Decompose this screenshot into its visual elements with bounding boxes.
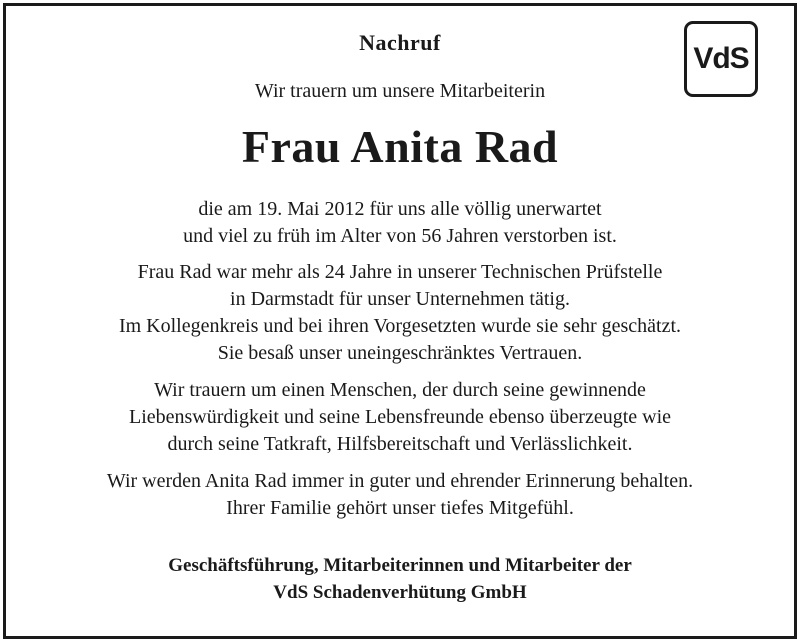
paragraph-2-line-1: Frau Rad war mehr als 24 Jahre in unserer Technischen Prüfstelle [137, 261, 663, 283]
paragraph-3-line-3: durch seine Tatkraft, Hilfsbereitschaft und Verlässlichkeit. [167, 433, 633, 455]
paragraph-1-line-2: und viel zu früh im Alter von 56 Jahren verstorben ist. [183, 225, 617, 247]
intro-line: Wir trauern um unsere Mitarbeiterin [254, 80, 546, 102]
paragraph-2-line-2: in Darmstadt für unser Unternehmen tätig. [230, 288, 570, 310]
vds-logo: VdS [684, 21, 758, 97]
paragraph-4-line-1: Wir werden Anita Rad immer in guter und ehrender Erinnerung behalten. [106, 470, 694, 492]
paragraph-1-line-1: die am 19. Mai 2012 für uns alle völlig unerwartet [198, 198, 602, 220]
heading: Nachruf [359, 30, 441, 55]
signature-line-2: VdS Schadenverhütung GmbH [273, 582, 527, 603]
paragraph-3-line-2: Liebenswürdigkeit und seine Lebensfreunde ebenso überzeugte wie [128, 406, 672, 428]
paragraph-2-line-4: Sie besaß unser uneingeschränktes Vertrauen. [217, 342, 583, 364]
paragraph-2-line-3: Im Kollegenkreis und bei ihren Vorgesetzten wurde sie sehr geschätzt. [118, 315, 682, 337]
signature-line-1: Geschäftsführung, Mitarbeiterinnen und Mitarbeiter der [168, 555, 632, 576]
paragraph-4-line-2: Ihrer Familie gehört unser tiefes Mitgefühl. [226, 497, 574, 519]
paragraph-3-line-1: Wir trauern um einen Menschen, der durch seine gewinnende [154, 379, 646, 401]
deceased-name: Frau Anita Rad [241, 121, 559, 172]
